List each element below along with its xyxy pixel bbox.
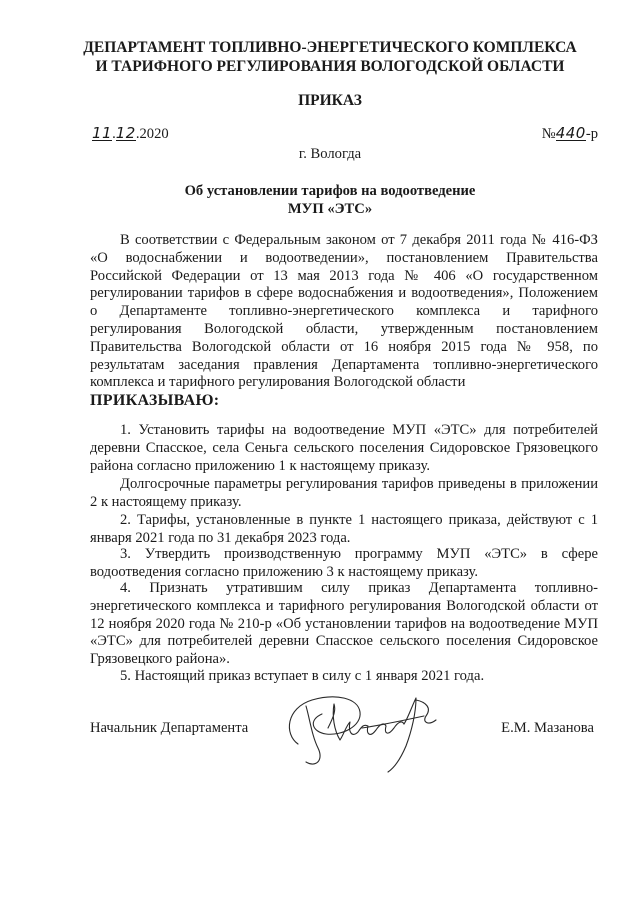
- order-item-2: 2. Тарифы, установленные в пункте 1 настоящего приказа, действуют с 1 января 2021 года по 31 декабря 2023 года.: [90, 512, 598, 546]
- signatory-name: Е.М. Мазанова: [501, 720, 594, 736]
- date-month-handwritten: 12: [115, 124, 136, 142]
- date-separator: .: [112, 126, 116, 142]
- order-item-1-note: Долгосрочные параметры регулирования тарифов приведены в приложении 2 к настоящему приказу.: [90, 476, 598, 510]
- city-name: г. Вологда: [298, 146, 362, 162]
- number-value-handwritten: 440: [555, 124, 586, 142]
- number-prefix: №: [541, 126, 556, 142]
- preamble-text: В соответствии с Федеральным законом от 7 декабря 2011 года № 416-ФЗ «О водоснабжении и водоотведении», постановлением Правительства Российской Федерации от 13 мая 2013 года № 406 «О государственном регулировании тарифов в сфере водоснабжения и водоотведения», Положением о Департаменте топливно-энергетического комплекса и тарифного регулирования Вологодской области, утвержденным постановлением Правительства Вологодской области от 16 ноября 2015 года № 958, по результатам заседания правления Департамента топливно-энергетического комплекса и тарифного регулирования Вологодской области: [90, 232, 598, 391]
- subject-line-1: Об установлении тарифов на водоотведение: [184, 183, 476, 199]
- order-item-4: 4. Признать утратившим силу приказ Департамента топливно-энергетического комплекса и тарифного регулирования Вологодской области от 12 ноября 2020 года № 210-р «Об установлении тарифов на водоотведение МУП «ЭТС» для потребителей деревни Спасское сельского поселения Сидоровское Грязовецкого района».: [90, 580, 598, 668]
- organization-header: [60, 38, 600, 76]
- handwritten-signature: [276, 686, 466, 782]
- preamble-paragraph: [90, 232, 598, 410]
- signatory-title: Начальник Департамента: [90, 720, 249, 736]
- order-keyword: ПРИКАЗЫВАЮ:: [90, 392, 220, 410]
- document-number: [542, 126, 598, 144]
- date-day-handwritten: 11: [92, 124, 113, 142]
- document-subject: [160, 182, 500, 218]
- order-item-1: 1. Установить тарифы на водоотведение МУП «ЭТС» для потребителей деревни Спасское, села Сеньга сельского поселения Сидоровское Грязовецкого района согласно приложению 1 к настоящему приказу.: [90, 422, 598, 474]
- order-item-3: 3. Утвердить производственную программу МУП «ЭТС» в сфере водоотведения согласно приложению 3 к настоящему приказу.: [90, 546, 598, 580]
- document-type-title: ПРИКАЗ: [298, 92, 362, 109]
- order-item-5: 5. Настоящий приказ вступает в силу с 1 января 2021 года.: [120, 668, 485, 684]
- subject-line-2: МУП «ЭТС»: [287, 201, 373, 217]
- document-date: [92, 126, 169, 144]
- organization-line-1: ДЕПАРТАМЕНТ ТОПЛИВНО-ЭНЕРГЕТИЧЕСКОГО КОМПЛЕКСА: [83, 39, 577, 56]
- date-year: .2020: [135, 126, 169, 142]
- number-suffix: -р: [585, 126, 598, 142]
- organization-line-2: И ТАРИФНОГО РЕГУЛИРОВАНИЯ ВОЛОГОДСКОЙ ОБЛАСТИ: [95, 58, 565, 75]
